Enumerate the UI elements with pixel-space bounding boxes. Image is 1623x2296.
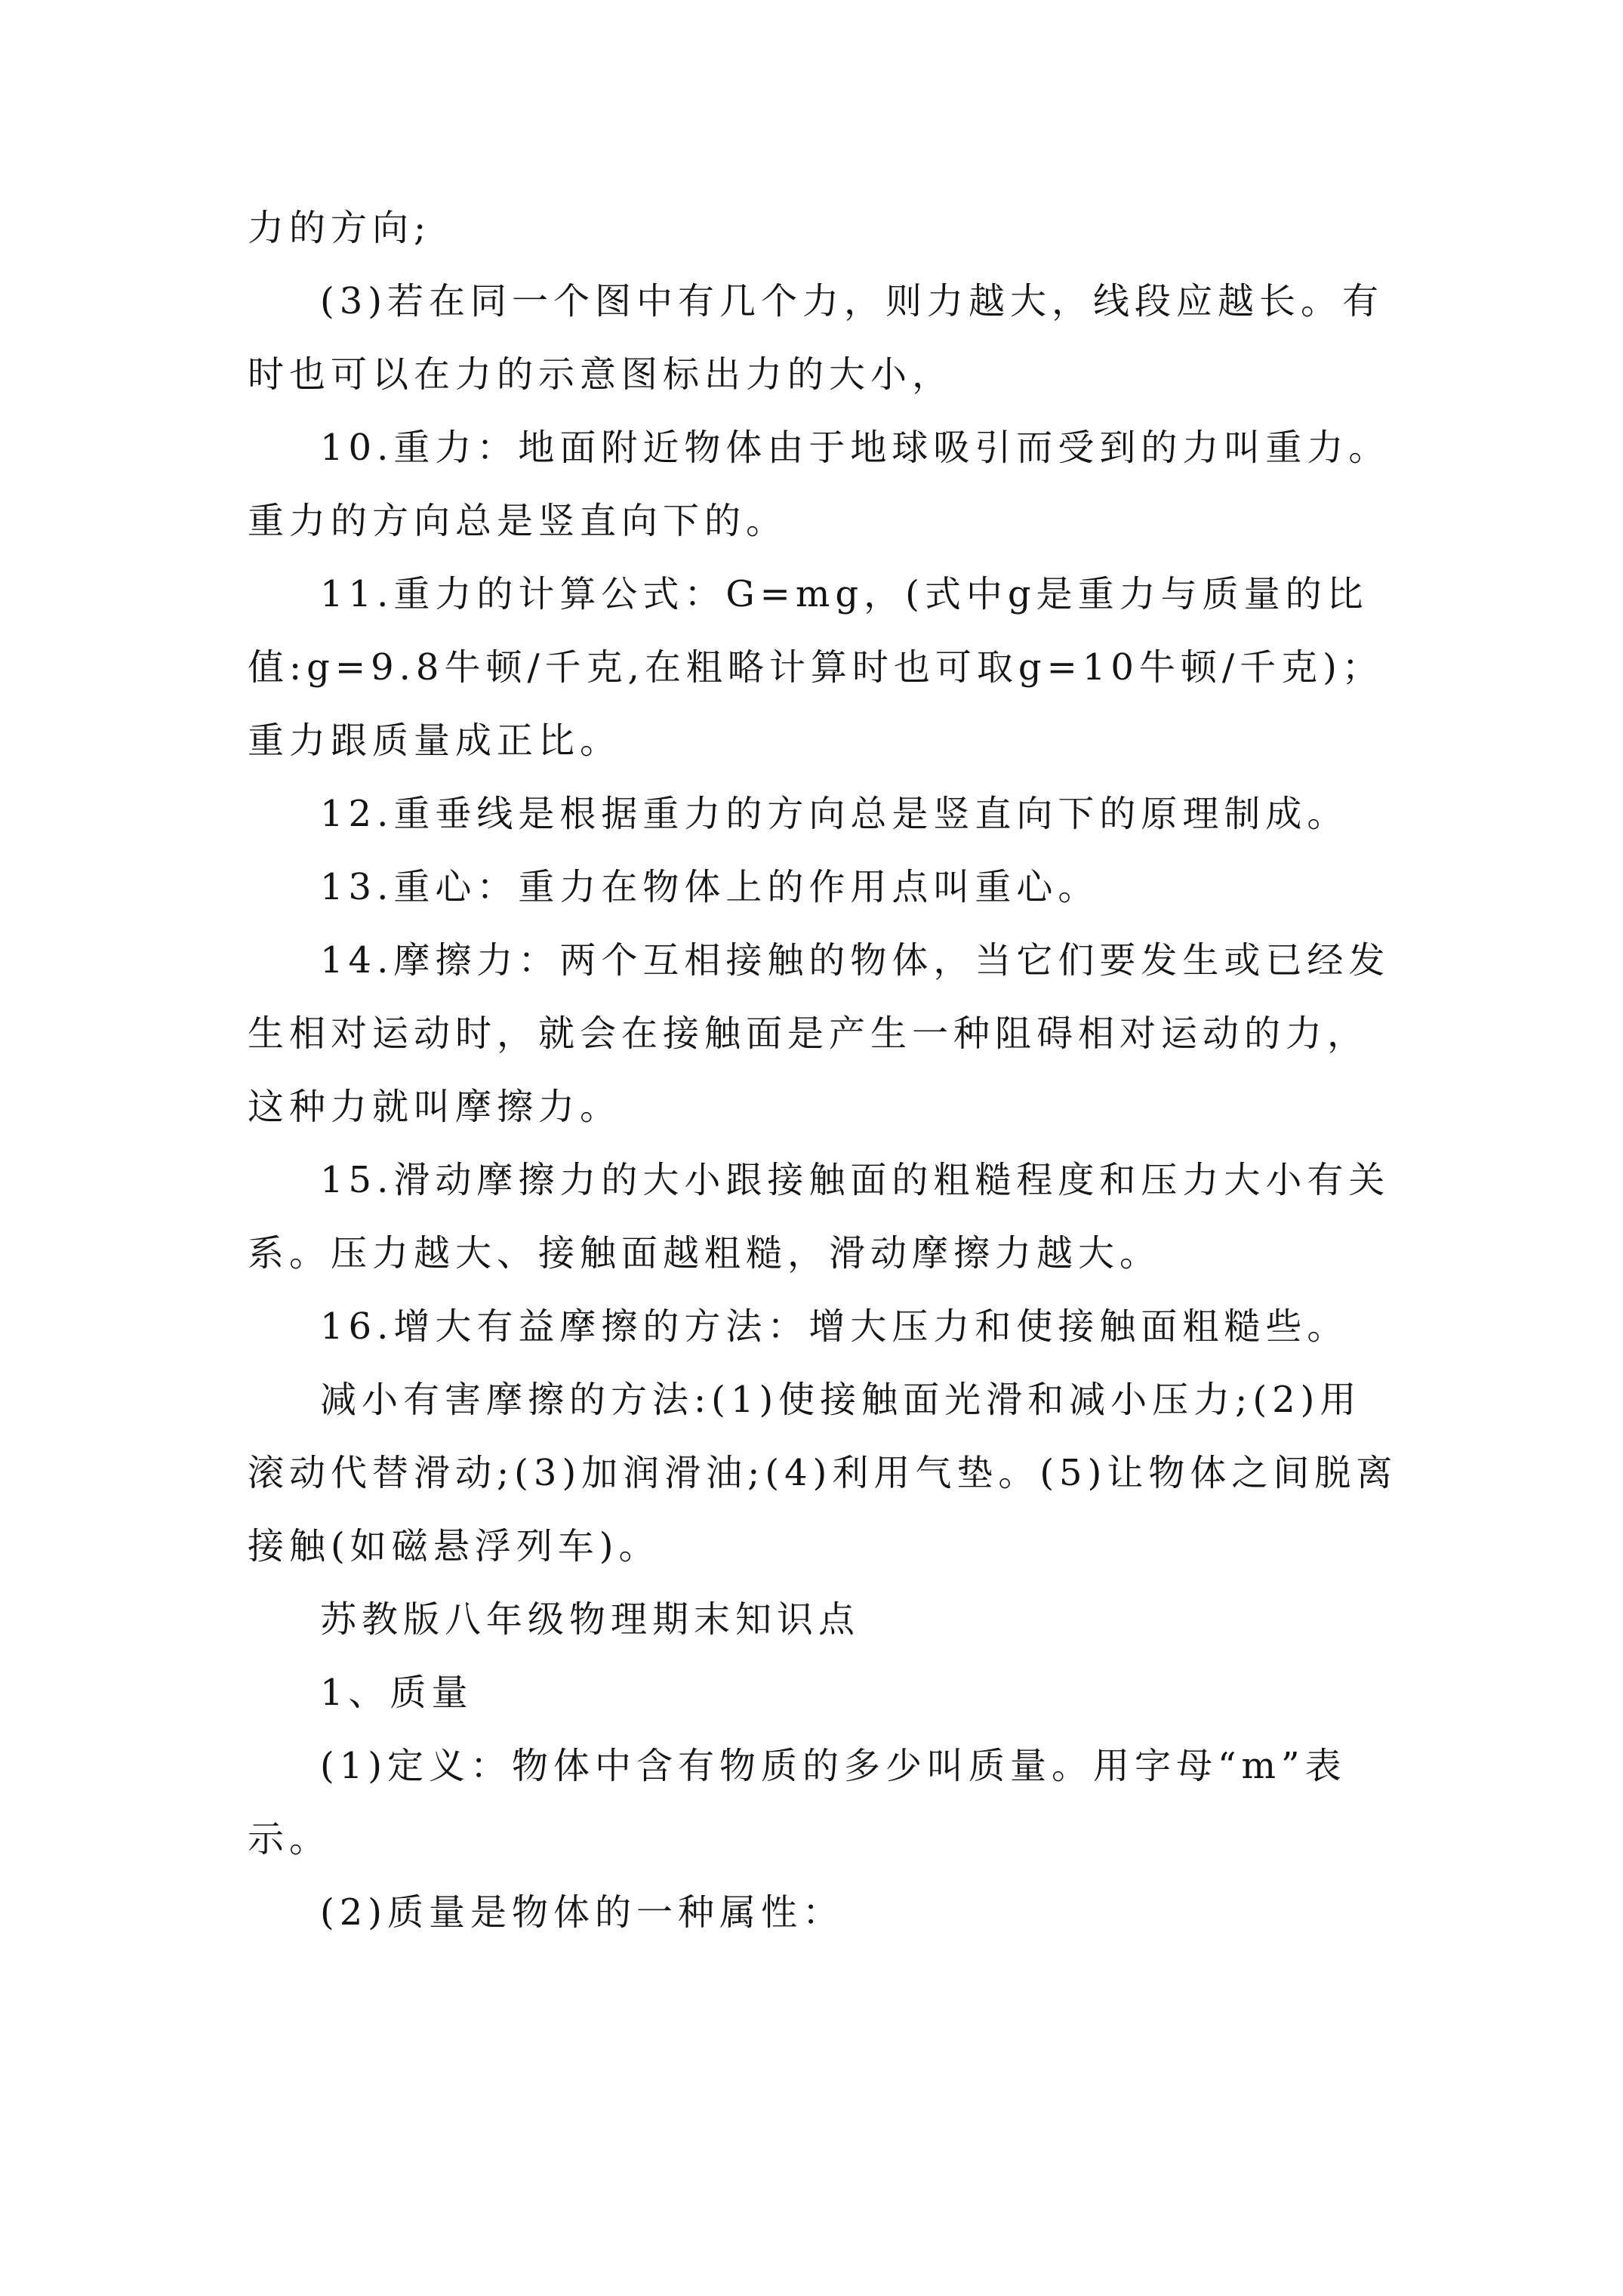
- paragraph-center-of-gravity: 13.重心：重力在物体上的作用点叫重心。: [320, 866, 1100, 908]
- paragraph-sliding-friction: 15.滑动摩擦力的大小跟接触面的粗糙程度和压力大小有关系。压力越大、接触面越粗糙，滑动摩擦力越大。: [248, 1159, 1390, 1274]
- paragraph-continuation: 力的方向;: [248, 207, 432, 249]
- paragraph-friction-definition: 14.摩擦力：两个互相接触的物体，当它们要发生或已经发生相对运动时，就会在接触面是产生一种阻碍相对运动的力，这种力就叫摩擦力。: [248, 939, 1390, 1128]
- paragraph-gravity-definition: 10.重力：地面附近物体由于地球吸引而受到的力叫重力。重力的方向总是竖直向下的。: [248, 427, 1390, 542]
- document-body: [248, 192, 1399, 1949]
- paragraph-mass-definition: (1)定义：物体中含有物质的多少叫质量。用字母“m”表示。: [248, 1745, 1347, 1860]
- paragraph-plumb-line: 12.重垂线是根据重力的方向总是竖直向下的原理制成。: [320, 793, 1349, 835]
- paragraph-force-diagram-note: (3)若在同一个图中有几个力，则力越大，线段应越长。有时也可以在力的示意图标出力的大小，: [248, 280, 1384, 396]
- paragraph-mass-heading: 1、质量: [320, 1672, 473, 1714]
- paragraph-reduce-friction: 减小有害摩擦的方法:(1)使接触面光滑和减小压力;(2)用滚动代替滑动;(3)加润滑油;(4)利用气垫。(5)让物体之间脱离接触(如磁悬浮列车)。: [248, 1379, 1398, 1567]
- paragraph-gravity-formula: 11.重力的计算公式：G=mg，(式中g是重力与质量的比值:g=9.8牛顿/千克,在粗略计算时也可取g=10牛顿/千克)；重力跟质量成正比。: [248, 573, 1384, 762]
- section-heading: 苏教版八年级物理期末知识点: [320, 1598, 861, 1641]
- paragraph-mass-property: (2)质量是物体的一种属性：: [320, 1891, 844, 1934]
- paragraph-increase-friction: 16.增大有益摩擦的方法：增大压力和使接触面粗糙些。: [320, 1305, 1349, 1348]
